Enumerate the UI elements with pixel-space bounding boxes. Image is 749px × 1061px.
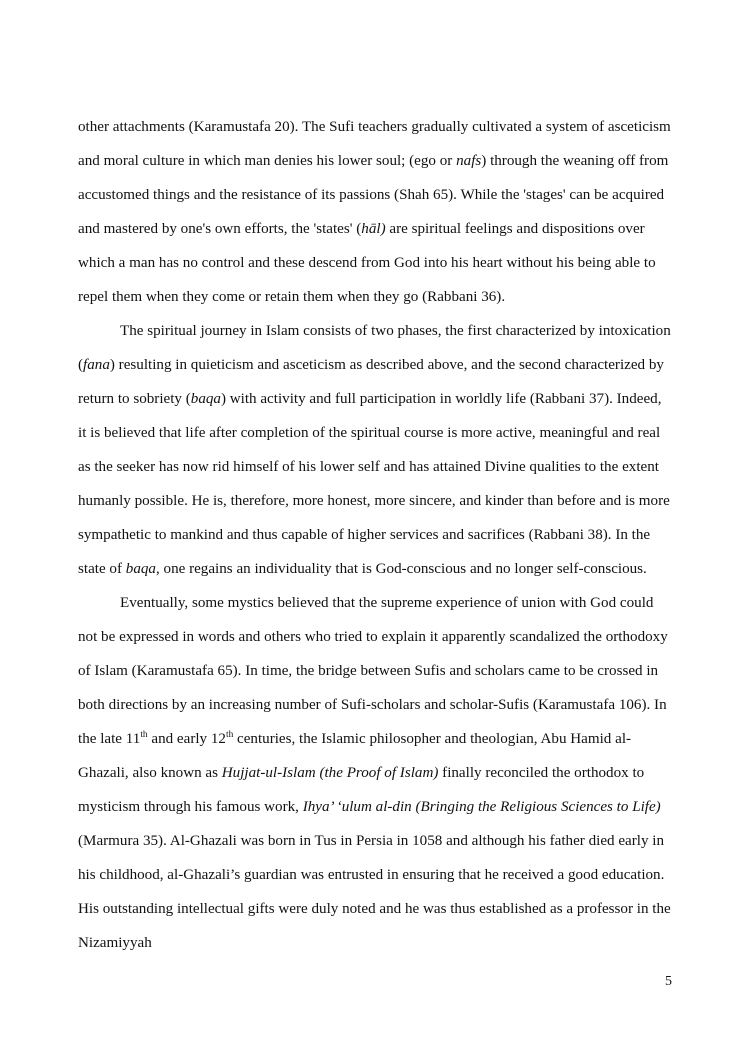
text-run: ) resulting in quieticism and asceticism as described above, and the second characterized by return to sobriety ( <box>78 357 664 407</box>
text-run: The spiritual journey in Islam consists of two phases, the first characterized by intoxication ( <box>78 323 671 373</box>
text-run: finally reconciled the orthodox to mysticism through his famous work, <box>78 765 645 815</box>
text-run: ) with activity and full participation in worldly life (Rabbani 37). Indeed, it is believed that life after completion of the spiritual course is more active, meaningful and real as the seeker has now rid himself of his lower self and has attained Divine qualities to the extent humanly possible. He is, therefore, more honest, more sincere, and kinder than before and is more sympathetic to mankind and thus capable of higher services and sacrifices (Rabbani 38). In the state of <box>78 391 670 577</box>
text-run: are spiritual feelings and dispositions over which a man has no control and these descend from God into his heart without his being able to repel them when they come or retain them when they go (Rabbani 36). <box>78 221 656 305</box>
italic-run: nafs <box>456 153 482 169</box>
document-body <box>78 110 672 960</box>
text-run: and early 12 <box>147 731 226 747</box>
text-run: (Marmura 35). Al-Ghazali was born in Tus in Persia in 1058 and although his father died early in his childhood, al-Ghazali’s guardian was entrusted in ensuring that he received a good education. His outstanding intellectual gifts were duly noted and he was thus established as a professor in the Nizamiyyah <box>78 833 671 951</box>
italic-run: baqa <box>190 391 221 407</box>
superscript-run: th <box>225 729 234 740</box>
paragraph <box>78 110 672 314</box>
italic-run: baqa <box>125 561 156 577</box>
italic-run: fana <box>83 357 110 373</box>
text-run: centuries, the Islamic philosopher and theologian, Abu Hamid al-Ghazali, also known as <box>78 731 632 781</box>
italic-run: Ihya’ ‘ulum al-din (Bringing the Religious Sciences to Life) <box>302 799 661 815</box>
text-run: Eventually, some mystics believed that the supreme experience of union with God could not be expressed in words and others who tried to explain it apparently scandalized the orthodoxy of Islam (Karamustafa 65). In time, the bridge between Sufis and scholars came to be crossed in both directions by an increasing number of Sufi-scholars and scholar-Sufis (Karamustafa 106). In the late 11 <box>78 595 668 747</box>
text-run: , one regains an individuality that is God-conscious and no longer self-conscious. <box>155 561 647 577</box>
paragraph <box>78 314 672 586</box>
page-number: 5 <box>665 974 672 989</box>
italic-run: Hujjat-ul-Islam (the Proof of Islam) <box>221 765 439 781</box>
text-run: other attachments (Karamustafa 20). The Sufi teachers gradually cultivated a system of asceticism and moral culture in which man denies his lower soul; (ego or <box>78 119 671 169</box>
italic-run: hāl) <box>361 221 386 237</box>
text-run: ) through the weaning off from accustomed things and the resistance of its passions (Shah 65). While the 'stages' can be acquired and mastered by one's own efforts, the 'states' ( <box>78 153 669 237</box>
superscript-run: th <box>140 729 148 740</box>
paragraph <box>78 586 672 960</box>
